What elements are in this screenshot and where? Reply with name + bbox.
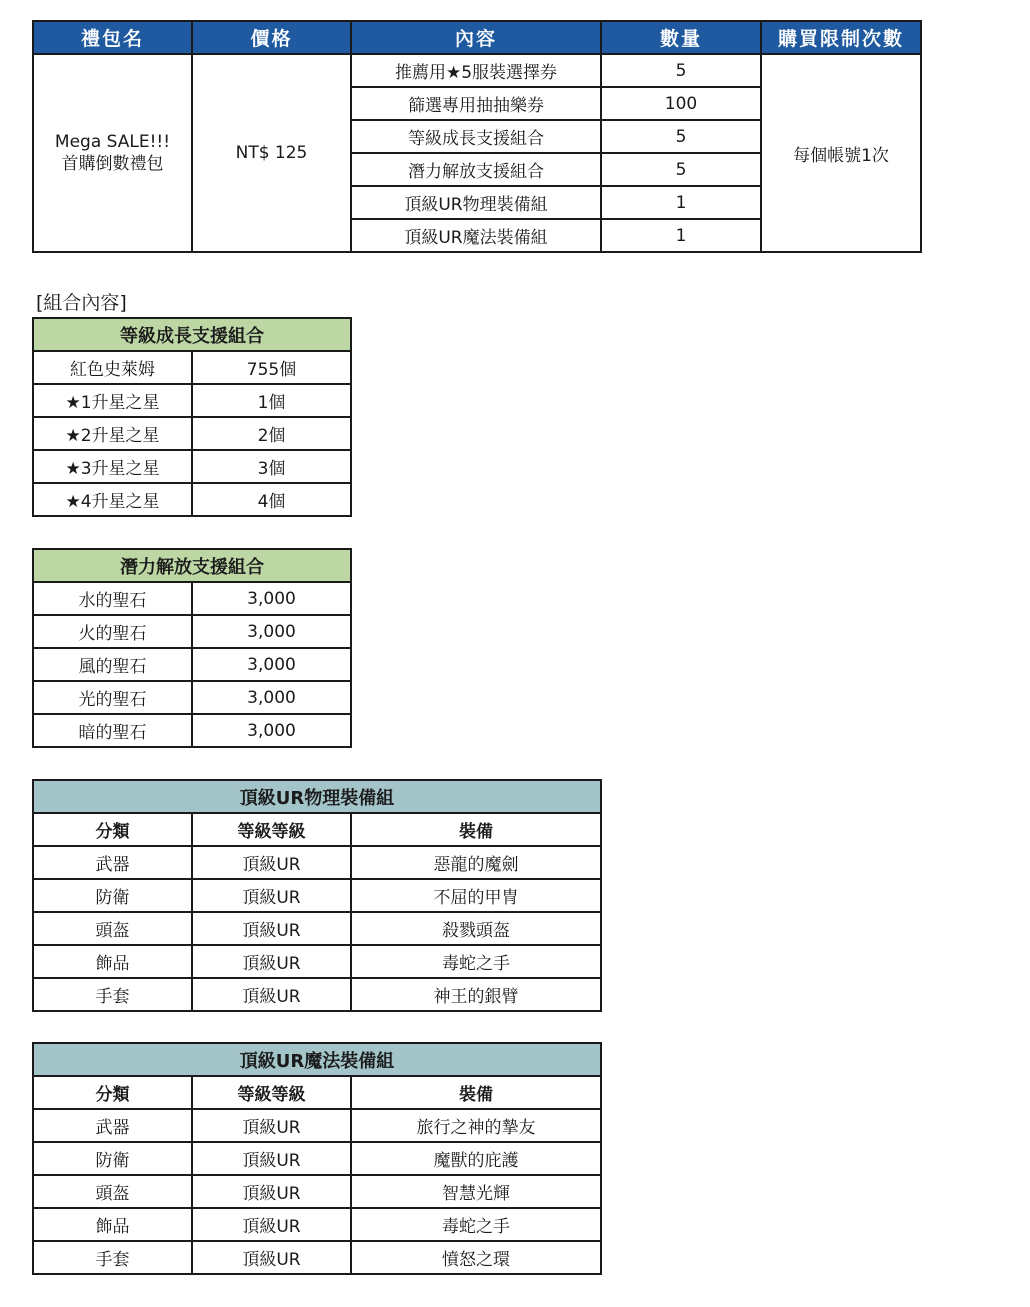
qty-cell: 3,000 xyxy=(192,582,351,615)
level-support-table xyxy=(32,317,352,517)
equipment-cell: 旅行之神的摯友 xyxy=(351,1109,601,1142)
category-cell: 手套 xyxy=(33,978,192,1011)
category-cell: 手套 xyxy=(33,1241,192,1274)
equipment-cell: 魔獸的庇護 xyxy=(351,1142,601,1175)
quantity-cell: 1 xyxy=(601,186,761,219)
equipment-cell: 智慧光輝 xyxy=(351,1175,601,1208)
content-cell: 推薦用★5服裝選擇券 xyxy=(351,54,601,87)
category-cell: 飾品 xyxy=(33,945,192,978)
potential-support-table xyxy=(32,548,352,748)
item-cell: ★2升星之星 xyxy=(33,417,192,450)
header-quantity: 數量 xyxy=(601,21,761,54)
qty-cell: 1個 xyxy=(192,384,351,417)
potential-support-title: 潛力解放支援組合 xyxy=(33,549,351,582)
equipment-cell: 神王的銀臂 xyxy=(351,978,601,1011)
physical-set-table xyxy=(32,779,602,1012)
magic-set-table xyxy=(32,1042,602,1275)
quantity-cell: 5 xyxy=(601,153,761,186)
equipment-cell: 毒蛇之手 xyxy=(351,1208,601,1241)
item-cell: ★3升星之星 xyxy=(33,450,192,483)
header-price: 價格 xyxy=(192,21,351,54)
content-cell: 篩選專用抽抽樂券 xyxy=(351,87,601,120)
qty-cell: 3,000 xyxy=(192,714,351,747)
content-cell: 頂級UR魔法裝備組 xyxy=(351,219,601,252)
equipment-cell: 惡龍的魔劍 xyxy=(351,846,601,879)
quantity-cell: 100 xyxy=(601,87,761,120)
quantity-cell: 5 xyxy=(601,120,761,153)
purchase-limit-cell: 每個帳號1次 xyxy=(761,54,921,252)
header-category: 分類 xyxy=(33,813,192,846)
grade-cell: 頂級UR xyxy=(192,879,351,912)
grade-cell: 頂級UR xyxy=(192,1109,351,1142)
category-cell: 防衛 xyxy=(33,879,192,912)
content-cell: 潛力解放支援組合 xyxy=(351,153,601,186)
header-category: 分類 xyxy=(33,1076,192,1109)
category-cell: 頭盔 xyxy=(33,912,192,945)
section-label: [組合內容] xyxy=(36,292,127,314)
header-equipment: 裝備 xyxy=(351,1076,601,1109)
grade-cell: 頂級UR xyxy=(192,978,351,1011)
grade-cell: 頂級UR xyxy=(192,1241,351,1274)
quantity-cell: 5 xyxy=(601,54,761,87)
qty-cell: 3個 xyxy=(192,450,351,483)
qty-cell: 3,000 xyxy=(192,648,351,681)
qty-cell: 4個 xyxy=(192,483,351,516)
header-grade: 等級等級 xyxy=(192,1076,351,1109)
qty-cell: 3,000 xyxy=(192,615,351,648)
qty-cell: 755個 xyxy=(192,351,351,384)
category-cell: 頭盔 xyxy=(33,1175,192,1208)
category-cell: 武器 xyxy=(33,846,192,879)
equipment-cell: 憤怒之環 xyxy=(351,1241,601,1274)
content-cell: 等級成長支援組合 xyxy=(351,120,601,153)
item-cell: 水的聖石 xyxy=(33,582,192,615)
level-support-title: 等級成長支援組合 xyxy=(33,318,351,351)
item-cell: ★4升星之星 xyxy=(33,483,192,516)
grade-cell: 頂級UR xyxy=(192,846,351,879)
grade-cell: 頂級UR xyxy=(192,945,351,978)
magic-set-title: 頂級UR魔法裝備組 xyxy=(33,1043,601,1076)
header-equipment: 裝備 xyxy=(351,813,601,846)
item-cell: 光的聖石 xyxy=(33,681,192,714)
category-cell: 防衛 xyxy=(33,1142,192,1175)
grade-cell: 頂級UR xyxy=(192,912,351,945)
qty-cell: 3,000 xyxy=(192,681,351,714)
grade-cell: 頂級UR xyxy=(192,1208,351,1241)
category-cell: 武器 xyxy=(33,1109,192,1142)
price-cell: NT$ 125 xyxy=(192,54,351,252)
equipment-cell: 殺戮頭盔 xyxy=(351,912,601,945)
package-table xyxy=(32,20,922,253)
item-cell: 紅色史萊姆 xyxy=(33,351,192,384)
grade-cell: 頂級UR xyxy=(192,1142,351,1175)
header-content: 內容 xyxy=(351,21,601,54)
item-cell: 火的聖石 xyxy=(33,615,192,648)
content-cell: 頂級UR物理裝備組 xyxy=(351,186,601,219)
item-cell: ★1升星之星 xyxy=(33,384,192,417)
header-grade: 等級等級 xyxy=(192,813,351,846)
package-name-cell: Mega SALE!!! 首購倒數禮包 xyxy=(33,54,192,252)
category-cell: 飾品 xyxy=(33,1208,192,1241)
header-purchase-limit: 購買限制次數 xyxy=(761,21,921,54)
equipment-cell: 毒蛇之手 xyxy=(351,945,601,978)
physical-set-title: 頂級UR物理裝備組 xyxy=(33,780,601,813)
quantity-cell: 1 xyxy=(601,219,761,252)
equipment-cell: 不屈的甲冑 xyxy=(351,879,601,912)
header-package-name: 禮包名 xyxy=(33,21,192,54)
qty-cell: 2個 xyxy=(192,417,351,450)
item-cell: 暗的聖石 xyxy=(33,714,192,747)
grade-cell: 頂級UR xyxy=(192,1175,351,1208)
item-cell: 風的聖石 xyxy=(33,648,192,681)
